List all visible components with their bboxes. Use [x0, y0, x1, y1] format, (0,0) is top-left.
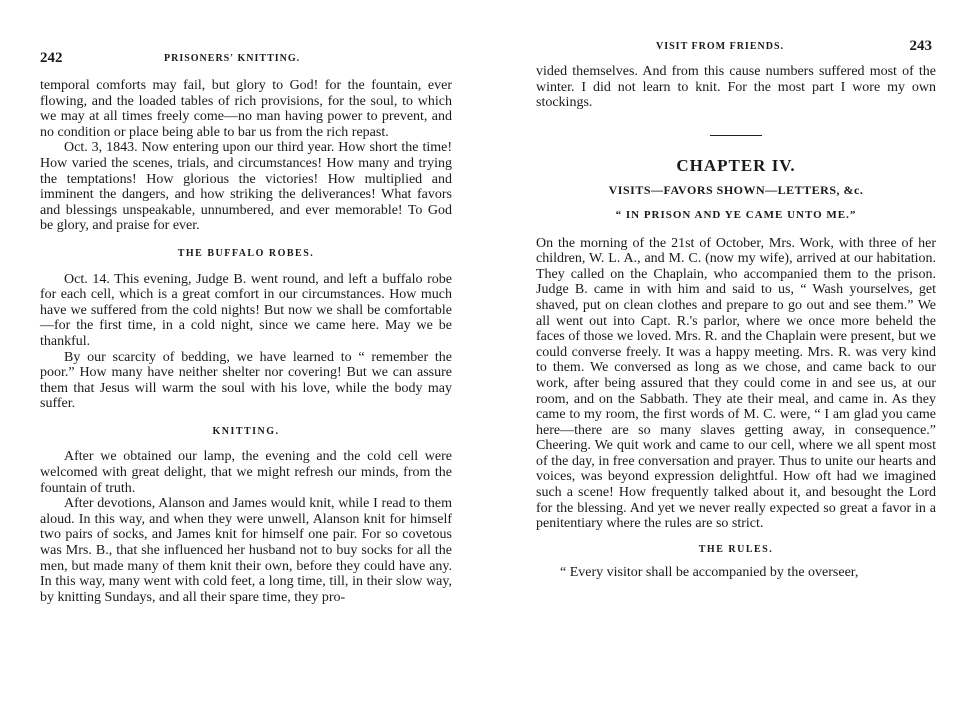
chapter-epigraph: “ IN PRISON AND YE CAME UNTO ME.”: [615, 208, 857, 221]
chapter-title: CHAPTER IV.: [676, 155, 796, 175]
right-page-body: [536, 64, 936, 581]
paragraph: Oct. 14. This evening, Judge B. went round, and left a buffalo robe for each cell, which is a great comfort in our circumstances. How much have we suffered from the cold nights! But now we shall be comfortable—for the first time, in a cold night, since we came here. May we be thankful.: [40, 271, 452, 349]
paragraph: After we obtained our lamp, the evening and the cold cell were welcomed with great delight, that we might refresh our minds, from the fountain of truth.: [40, 449, 452, 496]
running-head: VISIT FROM FRIENDS.: [656, 41, 784, 52]
section-heading: THE BUFFALO ROBES.: [177, 247, 315, 259]
paragraph: “ Every visitor shall be accompanied by the overseer,: [560, 565, 859, 581]
left-page: [40, 0, 452, 704]
paragraph: On the morning of the 21st of October, Mrs. Work, with three of her children, W. L. A., and M. C. (now my wife), arrived at our habitation. They called on the Chaplain, who accompanied them to the prison. Judge B. came in with him and said to us, “ Wash yourselves, get shaved, put on clean clothes and prepare to go out and see them.” We all went out into Capt. R.'s parlor, where we once more beheld the faces of those we loved. Mrs. R. and the Chaplain were present, but we could converse freely. It was a happy meeting. Mrs. R. was very kind to them. We conversed as long as we chose, and came back to our work, after being assured that they could come in and see us, at our room, and on the Sabbath. They ate their meal, and came in. As they came to my room, the first words of M. C. were, “ I am glad you came here—there are so many slaves getting away, in consequence.” Cheering. We quit work and came to our cell, where we all spent most of the day, in free conversation and prayer. Thus to unite our hearts and voices, was beyond expression delightful. How oft had we imagined such a scene! How frequently talked about it, and besought the Lord for the blessing. And yet we never really expected so great a favor in a penitentiary where the rules are so strict.: [536, 235, 936, 532]
paragraph: By our scarcity of bedding, we have learned to “ remember the poor.” How many have neither shelter nor covering! But we can assure them that Jesus will warm the soul with his love, while the body may suffer.: [40, 349, 452, 412]
paragraph: temporal comforts may fail, but glory to God! for the fountain, ever flowing, and the loaded tables of rich provisions, for the soul, to which we may at all times freely come—no man having power to prevent, and no condition or place being able to bar us from the rich repast.: [40, 78, 452, 140]
right-page: [536, 0, 936, 704]
page-number: 242: [40, 50, 63, 66]
left-page-body: [40, 78, 452, 605]
section-heading: KNITTING.: [212, 425, 280, 437]
running-head: PRISONERS' KNITTING.: [164, 53, 301, 64]
page-number: 243: [909, 38, 932, 54]
paragraph: vided themselves. And from this cause numbers suffered most of the winter. I did not learn to knit. For the most part I wore my own stockings.: [536, 64, 936, 111]
left-page-header: [40, 50, 452, 70]
chapter-subtitle: VISITS—FAVORS SHOWN—LETTERS, &c.: [608, 183, 864, 198]
right-page-header: [536, 38, 936, 58]
paragraph: After devotions, Alanson and James would knit, while I read to them aloud. In this way, and when they were unwell, Alanson knit for himself two pairs of socks, and James knit for himself one pair. For so covetous was Mrs. B., that she influenced her husband not to buy socks for all the men, but made many of them knit their own, before they could have any. In this way, many went with cold feet, a long time, till, in their slow way, by knitting Sundays, and all their spare time, they pro-: [40, 496, 452, 605]
section-heading: THE RULES.: [698, 543, 774, 555]
paragraph: Oct. 3, 1843. Now entering upon our third year. How short the time! How varied the scenes, trials, and circumstances! How many and trying the temptations! How glorious the victories! How multiplied and imminent the dangers, and how striking the deliverances! What favors and blessings unspeakable, unnumbered, and ever memorable! To God be glory, and praise for ever.: [40, 140, 452, 234]
